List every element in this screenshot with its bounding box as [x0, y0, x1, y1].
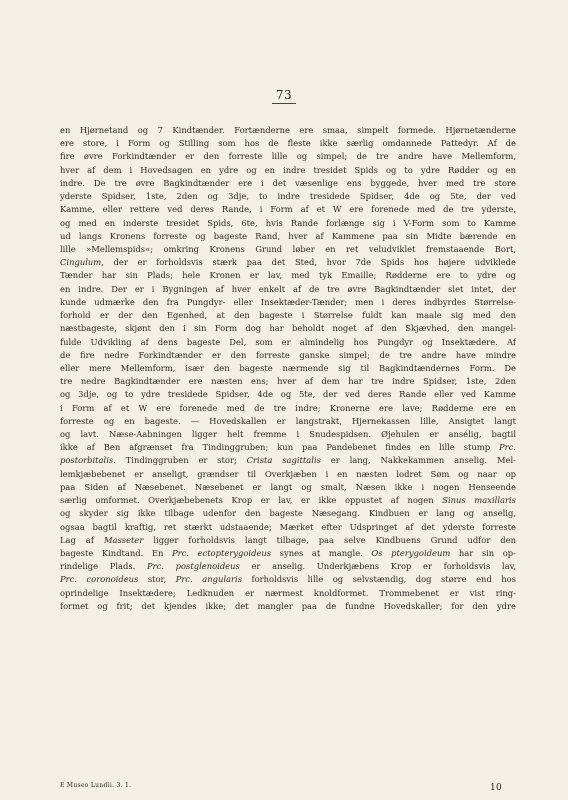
text-segment: ere store, i Form og Stilling som hos de fleste ikke særlig omdannede Pattedyr. Af de: [60, 138, 516, 149]
text-segment: yderste Spidser, 1ste, 2den og 3dje, to indre tresidede Spidser, 4de og 5te, der ved: [60, 191, 516, 202]
text-line: [60, 309, 516, 322]
text-segment: fulde Udvikling af dens bageste Del, som er almindelig hos Pungdyr og Insektædere. Af: [60, 336, 516, 347]
text-line: [60, 415, 516, 428]
text-segment: indre. De tre øvre Bagkindtænder ere i det væsenlige ens byggede, hver med tre store: [60, 177, 516, 188]
text-line: [60, 269, 516, 282]
text-segment: eller mere Mellemform, især den bageste nærmende sig til Bagkindtændernes Form. De: [60, 362, 516, 373]
text-segment: og lavt. Næse-Aabningen ligger helt fremme i Snudespidsen. Øjehulen er ansélig, bagtil: [60, 429, 516, 440]
italic-term: Prc. coronoideus: [60, 574, 139, 585]
text-segment: lemkjæbebenet er anseligt, grændser til Overkjæben i en næsten lodret Søm og naar op: [60, 468, 516, 479]
text-line: [60, 336, 516, 349]
italic-term: Sinus maxillaris: [442, 495, 516, 506]
italic-term: Prc. postglenoideus: [147, 561, 240, 572]
text-line: [60, 349, 516, 362]
text-segment: tre nedre Bagkindtænder ere næsten ens; hver af dem har tre indre Spidser, 1ste, 2den: [60, 376, 516, 387]
page-number: [0, 88, 568, 104]
text-segment: Tænder har sin Plads; hele Kronen er lav, med tyk Emaille; Rødderne ere to ydre og: [60, 270, 516, 281]
text-line: [60, 521, 516, 534]
body-text: [60, 124, 516, 613]
text-segment: i Form af et W ere forenede med de tre indre; Kronerne ere lave; Rødderne ere en: [60, 402, 516, 413]
text-segment: ud langs Kronens forreste og bageste Rand, hver af Kammene paa sin Midte bærende en: [60, 230, 516, 241]
text-segment: særlig omformet. Overkjæbebenets Krop er lav, er ikke oppustet af nogen: [60, 495, 443, 506]
text-line: [60, 190, 516, 203]
text-line: [60, 481, 516, 494]
text-segment: ogsaa bagtil kraftig, ret stærkt udstaaende; Mærket efter Udspringet af det yderste forreste: [60, 521, 516, 532]
text-line: [60, 164, 516, 177]
text-segment: oprindelige Insektædere; Ledknuden er nærmest knoldformet. Trommebenet er vist ring-: [60, 587, 516, 598]
text-line: [60, 375, 516, 388]
italic-term: Os pterygoideum: [371, 548, 451, 558]
text-segment: , der er forholdsvis stærk paa det Sted, hvor 7de Spids hos højere udviklede: [101, 257, 516, 268]
text-line: [60, 507, 516, 520]
text-segment: bageste Kindtand. En: [60, 548, 172, 558]
text-segment: forhold er der den Egenhed, at den bageste i Størrelse fuldt kan maale sig med den: [60, 310, 516, 321]
text-line: [60, 177, 516, 190]
text-line: [60, 600, 516, 613]
text-segment: en indre. Der er i Bygningen af hver enkelt af de tre øvre Bagkindtænder slet intet, der: [60, 283, 516, 294]
text-line: [60, 362, 516, 375]
text-line: [60, 322, 516, 335]
text-segment: Lag af: [60, 534, 104, 545]
text-segment: kunde udmærke den fra Pungdyr- eller Insektæder-Tænder; men i deres indbyrdes Størrelse-: [60, 296, 516, 307]
text-line: [60, 573, 516, 586]
text-segment: er anselig. Underkjæbens Krop er forholdsvis lav,: [239, 561, 516, 572]
text-segment: lille »Mellemspids«; omkring Kronens Grund løber en ret veludviklet fremstaaende Bort,: [60, 243, 516, 254]
text-segment: og skyder sig ikke tilbage udenfor den bageste Næsegang. Kindbuen er lang og anselig,: [60, 508, 516, 519]
italic-term: Crista sagittalis: [246, 455, 321, 466]
text-line: [60, 296, 516, 309]
italic-term: Masseter: [103, 534, 144, 545]
text-segment: og med en inderste tresidet Spids, 6te, hvis Rande forlænge sig i V-Form som to Kamme: [60, 217, 516, 228]
text-line: [60, 454, 516, 467]
text-segment: forholdsvis lille og selvstændig, dog større end hos: [242, 574, 516, 585]
text-line: [60, 402, 516, 415]
text-segment: fire øvre Forkindtænder er den forreste lille og simpel; de tre andre have Mellemform,: [60, 151, 516, 162]
text-segment: synes at mangle.: [271, 548, 372, 558]
italic-term: Prc. angularis: [175, 574, 243, 585]
text-segment: har sin op-: [450, 548, 516, 558]
text-line: [60, 150, 516, 163]
italic-term: Cingulum: [60, 257, 102, 268]
text-segment: paa Siden af Næsebenet. Næsebenet er langt og smalt, Næsen ikke i nogen Henseende: [60, 481, 516, 492]
text-line: [60, 534, 516, 547]
text-line: [60, 494, 516, 507]
text-segment: ligger forholdsvis langt tilbage, paa selve Kindbuens Grund udfor den: [143, 534, 516, 545]
text-line: [60, 137, 516, 150]
text-segment: en Hjørnetand og 7 Kindtænder. Fortænderne ere smaa, simpelt formede. Hjørnetænderne: [60, 125, 516, 135]
text-segment: forreste og en bageste. — Hovedskallen er langstrakt, Hjernekassen lille, Ansigtet langt: [60, 415, 516, 426]
text-line: [60, 217, 516, 230]
text-segment: . Tindinggruben er stor;: [113, 455, 247, 466]
sheet-number: 10: [489, 783, 502, 793]
text-line: [60, 388, 516, 401]
text-segment: de fire nedre Forkindtænder er den forreste ganske simpel; de tre andre have mindre: [60, 349, 516, 360]
text-line: [60, 560, 516, 573]
text-line: [60, 428, 516, 441]
text-segment: hver af dem i Hovedsagen en ydre og en indre tresidet Spids og to ydre Rødder og en: [60, 164, 516, 175]
page-footer: [60, 782, 516, 794]
text-line: [60, 441, 516, 454]
italic-term: Prc.: [499, 442, 516, 453]
text-line: [60, 283, 516, 296]
text-line: [60, 203, 516, 216]
text-line: [60, 243, 516, 256]
text-line: [60, 256, 516, 269]
text-segment: formet og frit; det kjendes ikke; det mangler paa de fundne Hovedskaller; for den ydre: [60, 600, 516, 611]
text-segment: næstbageste, skjønt den i sin Form dog har beholdt noget af den Skjævhed, den mangel-: [60, 323, 516, 334]
text-line: [60, 587, 516, 600]
text-segment: stor,: [138, 574, 176, 585]
printer-signature: E Museo Lundii. 3. 1.: [60, 782, 132, 789]
text-segment: ikke af Ben afgrænset fra Tindinggruben; kun paa Pandebenet findes en lille stump: [60, 442, 499, 453]
text-segment: rindelige Plads.: [60, 561, 147, 572]
text-segment: og 3dje, og to ydre tresidede Spidser, 4de og 5te, der ved deres Rande eller ved Kamme: [60, 389, 516, 400]
text-segment: er lang, Nakkekammen anselig. Mel-: [320, 455, 516, 466]
page-number-text: 73: [272, 88, 296, 104]
text-segment: Kamme, eller rettere ved deres Rande, i Form af et W ere forenede med de tre yderste,: [60, 204, 516, 215]
text-line: [60, 468, 516, 481]
text-line: [60, 124, 516, 137]
italic-term: Prc. ectopterygoideus: [171, 548, 272, 558]
text-line: [60, 547, 516, 560]
text-line: [60, 230, 516, 243]
italic-term: postorbitalis: [60, 455, 114, 466]
